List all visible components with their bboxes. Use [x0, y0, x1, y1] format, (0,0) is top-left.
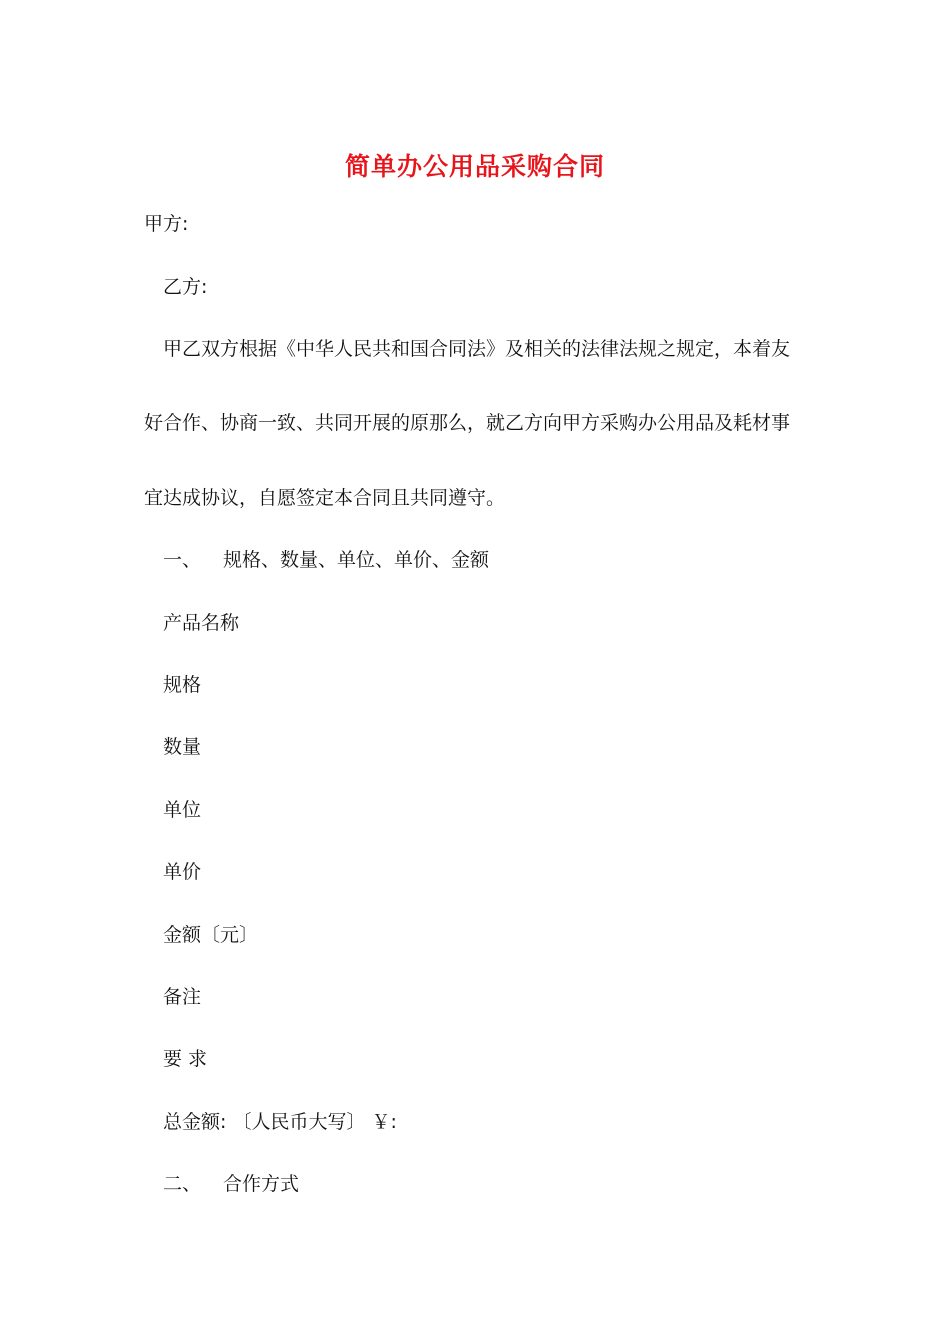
field-quantity: 数量	[163, 736, 202, 758]
field-specification: 规格	[163, 674, 202, 696]
party-a-label: 甲方:	[144, 213, 189, 235]
field-amount: 金额〔元〕	[163, 924, 259, 946]
field-unit-price: 单价	[163, 861, 202, 883]
document-title: 简单办公用品采购合同	[344, 152, 605, 181]
total-amount-line: 总金额: 〔人民币大写〕 ￥:	[163, 1111, 397, 1133]
field-unit: 单位	[163, 799, 202, 821]
section-2-heading	[163, 1171, 299, 1197]
intro-paragraph-line-2: 好合作、协商一致、共同开展的原那么，就乙方向甲方采购办公用品及耗材事	[144, 412, 791, 434]
section-1-title: 规格、数量、单位、单价、金额	[223, 549, 490, 571]
section-1-heading	[163, 547, 489, 573]
field-requirements: 要 求	[163, 1048, 208, 1070]
party-b-label: 乙方:	[163, 276, 208, 298]
intro-paragraph-line-1: 甲乙双方根据《中华人民共和国合同法》及相关的法律法规之规定，本着友	[163, 338, 791, 360]
section-2-title: 合作方式	[223, 1173, 300, 1195]
field-product-name: 产品名称	[163, 612, 240, 634]
section-1-number: 一、	[163, 549, 202, 571]
section-2-number: 二、	[163, 1173, 202, 1195]
intro-paragraph-line-3: 宜达成协议，自愿签定本合同且共同遵守。	[144, 487, 506, 509]
field-remarks: 备注	[163, 986, 202, 1008]
